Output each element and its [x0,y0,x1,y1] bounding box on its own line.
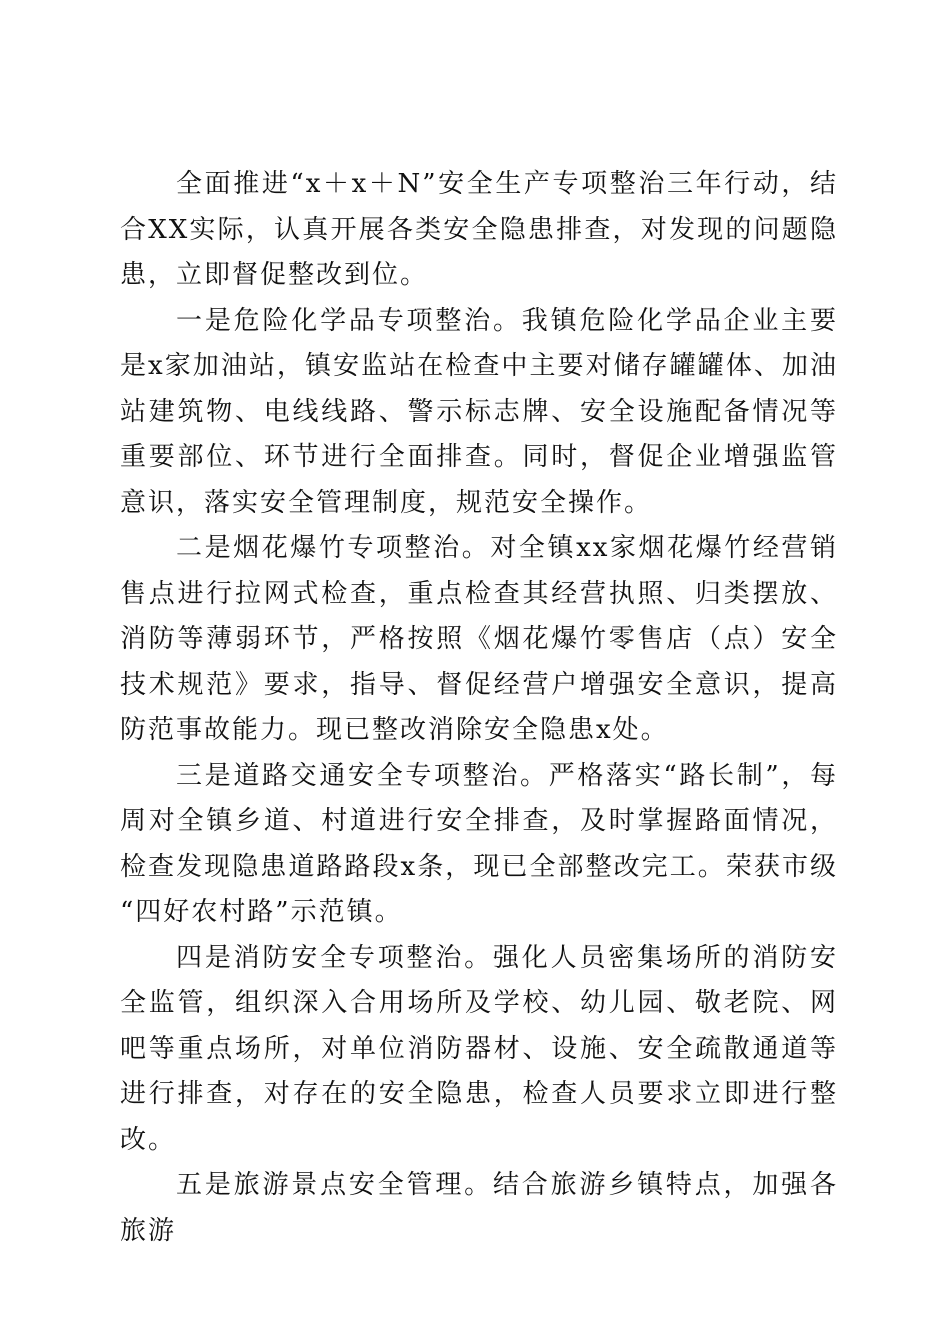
paragraph-tourism: 五是旅游景点安全管理。结合旅游乡镇特点，加强各旅游 [120,1170,838,1246]
paragraph-fire-safety: 四是消防安全专项整治。强化人员密集场所的消防安全监管，组织深入合用场所及学校、幼儿园、敬老院、网吧等重点场所，对单位消防器材、设施、安全疏散通道等进行排查，对存在的安全隐患，检查人员要求立即进行整改。 [120,942,838,1155]
paragraph-hazardous-chemicals: 一是危险化学品专项整治。我镇危险化学品企业主要是x家加油站，镇安监站在检查中主要对储存罐罐体、加油站建筑物、电线线路、警示标志牌、安全设施配备情况等重要部位、环节进行全面排查。同时，督促企业增强监管意识，落实安全管理制度，规范安全操作。 [120,305,838,518]
paragraph-intro: 全面推进“x＋x＋N”安全生产专项整治三年行动，结合XX实际，认真开展各类安全隐患排查，对发现的问题隐患，立即督促整改到位。 [120,169,838,290]
paragraph-road-traffic: 三是道路交通安全专项整治。严格落实“路长制”，每周对全镇乡道、村道进行安全排查，及时掌握路面情况，检查发现隐患道路路段x条，现已全部整改完工。荣获市级“四好农村路”示范镇。 [120,760,838,927]
paragraph-fireworks: 二是烟花爆竹专项整治。对全镇xx家烟花爆竹经营销售点进行拉网式检查，重点检查其经营执照、归类摆放、消防等薄弱环节，严格按照《烟花爆竹零售店（点）安全技术规范》要求，指导、督促经营户增强安全意识，提高防范事故能力。现已整改消除安全隐患x处。 [120,533,838,745]
document-body [120,162,838,1254]
